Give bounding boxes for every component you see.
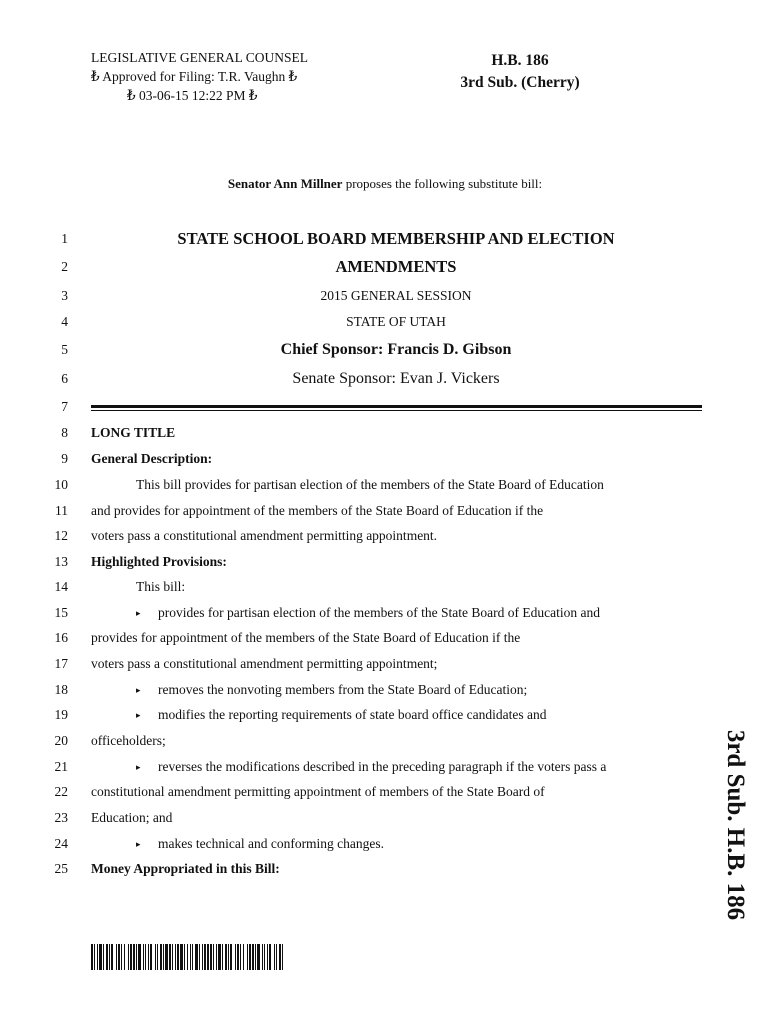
barcode-bar (180, 944, 183, 970)
barcode-bar (222, 944, 223, 970)
session-label: 2015 GENERAL SESSION (320, 288, 472, 303)
barcode-bar (262, 944, 263, 970)
barcode-bar (187, 944, 188, 970)
barcode-bar (282, 944, 283, 970)
barcode-bar (148, 944, 149, 970)
proposer-text: proposes the following substitute bill: (345, 176, 543, 191)
barcode-bar (163, 944, 164, 970)
line-number: 16 (54, 630, 68, 645)
body-line-17: voters pass a constitutional amendment permitting appointment; (91, 656, 438, 671)
barcode-bar (97, 944, 98, 970)
line-number: 1 (61, 231, 68, 246)
bill-title-line-2: AMENDMENTS (335, 257, 457, 276)
body-line-21: reverses the modifications described in the preceding paragraph if the voters pass a (158, 759, 607, 774)
barcode-bar (106, 944, 108, 970)
bullet-icon: ▸ (136, 710, 141, 720)
barcode-bar (255, 944, 256, 970)
line-number: 19 (54, 707, 68, 722)
barcode-bar (103, 944, 104, 970)
line-number: 20 (54, 733, 68, 748)
barcode-bar (150, 944, 152, 970)
body-line-14: This bill: (136, 579, 186, 594)
barcode-bar (165, 944, 168, 970)
barcode-bar (116, 944, 117, 970)
barcode-bar (274, 944, 275, 970)
barcode-bar (133, 944, 135, 970)
body-line-24: makes technical and conforming changes. (158, 836, 385, 851)
barcode-bar (155, 944, 156, 970)
body-line-15: provides for partisan election of the members of the State Board of Education and (158, 605, 600, 620)
barcode-bar (177, 944, 179, 970)
barcode-bar (202, 944, 203, 970)
barcode-bar (240, 944, 241, 970)
bullet-icon: ▸ (136, 839, 141, 849)
body-line-18: removes the nonvoting members from the State Board of Education; (158, 682, 528, 697)
body-line-19: modifies the reporting requirements of state board office candidates and (158, 707, 547, 722)
vertical-bill-label-text: 3rd Sub. H.B. 186 (722, 729, 749, 921)
vertical-bill-label (715, 710, 755, 940)
barcode-image (91, 944, 284, 970)
line-number: 10 (54, 477, 68, 492)
barcode-bar (195, 944, 198, 970)
barcode-bar (99, 944, 102, 970)
money-appropriated-heading: Money Appropriated in this Bill: (91, 861, 280, 876)
barcode-bar (172, 944, 173, 970)
body-line-20: officeholders; (91, 733, 166, 748)
barcode-bar (213, 944, 214, 970)
barcode-bar (243, 944, 244, 970)
line-number: 23 (54, 810, 68, 825)
barcode-bar (237, 944, 239, 970)
proposer-name: Senator Ann Millner (227, 176, 343, 191)
approval-timestamp: ₺ 03-06-15 12:22 PM ₺ (127, 88, 258, 103)
barcode-bar (207, 944, 209, 970)
barcode-bar (210, 944, 212, 970)
barcode-bar (157, 944, 158, 970)
barcode-bar (175, 944, 176, 970)
body-line-10: This bill provides for partisan election of the members of the State Board of Education (136, 477, 604, 492)
bullet-icon: ▸ (136, 685, 141, 695)
proposer-line (0, 176, 770, 192)
barcode-bar (91, 944, 93, 970)
line-number: 21 (54, 759, 68, 774)
title-divider-thick (91, 405, 702, 408)
line-number: 13 (54, 554, 68, 569)
provision-item (136, 605, 600, 621)
body-line-23: Education; and (91, 810, 173, 825)
barcode-bar (130, 944, 132, 970)
bullet-icon: ▸ (136, 762, 141, 772)
barcode-bar (230, 944, 232, 970)
general-description-heading: General Description: (91, 451, 213, 466)
bill-version: 3rd Sub. (Cherry) (460, 74, 580, 91)
body-line-12: voters pass a constitutional amendment permitting appointment. (91, 528, 438, 543)
barcode-bar (257, 944, 260, 970)
counsel-title: LEGISLATIVE GENERAL COUNSEL (91, 50, 308, 65)
barcode-bar (204, 944, 206, 970)
barcode-bar (169, 944, 171, 970)
counsel-approval-block (91, 48, 351, 105)
line-number: 17 (54, 656, 68, 671)
barcode-bar (228, 944, 229, 970)
barcode-bar (225, 944, 227, 970)
line-number: 3 (61, 288, 68, 303)
barcode-bar (145, 944, 146, 970)
line-number: 15 (54, 605, 68, 620)
line-number: 8 (61, 425, 68, 440)
line-number: 11 (55, 503, 68, 518)
barcode-bar (128, 944, 129, 970)
line-number: 24 (54, 836, 68, 851)
barcode-bar (121, 944, 122, 970)
state-label: STATE OF UTAH (346, 314, 446, 329)
bullet-icon: ▸ (136, 608, 141, 618)
barcode-bar (143, 944, 144, 970)
barcode-bar (118, 944, 120, 970)
barcode-bar (190, 944, 191, 970)
highlighted-provisions-heading: Highlighted Provisions: (91, 554, 227, 569)
body-line-22: constitutional amendment permitting appointment of members of the State Board of (91, 784, 545, 799)
barcode-bar (218, 944, 221, 970)
line-number: 4 (61, 314, 68, 329)
barcode-bar (138, 944, 141, 970)
barcode-bar (279, 944, 281, 970)
chief-sponsor: Chief Sponsor: Francis D. Gibson (280, 341, 512, 358)
provision-item (136, 836, 384, 852)
barcode-bar (109, 944, 110, 970)
barcode-bar (111, 944, 113, 970)
barcode-bar (124, 944, 125, 970)
title-divider-thin (91, 410, 702, 411)
senate-sponsor: Senate Sponsor: Evan J. Vickers (292, 370, 500, 387)
provision-item (136, 707, 547, 723)
barcode-bar (264, 944, 265, 970)
line-number: 12 (54, 528, 68, 543)
barcode-bar (249, 944, 251, 970)
barcode-bar (252, 944, 254, 970)
line-number: 6 (61, 371, 68, 386)
bill-title-line-1: STATE SCHOOL BOARD MEMBERSHIP AND ELECTION (177, 229, 615, 248)
provision-item (136, 682, 527, 698)
barcode-bar (269, 944, 271, 970)
barcode-bar (247, 944, 248, 970)
body-line-11: and provides for appointment of the members of the State Board of Education if the (91, 503, 544, 518)
barcode-bar (136, 944, 137, 970)
line-number: 18 (54, 682, 68, 697)
long-title-heading: LONG TITLE (91, 425, 176, 440)
barcode-bar (160, 944, 162, 970)
barcode-bar (94, 944, 95, 970)
line-number: 2 (61, 259, 68, 274)
body-line-16: provides for appointment of the members of the State Board of Education if the (91, 630, 521, 645)
bill-number: H.B. 186 (491, 52, 549, 69)
line-number: 5 (61, 342, 68, 357)
line-number: 9 (61, 451, 68, 466)
barcode-bar (199, 944, 200, 970)
approval-line: ₺ Approved for Filing: T.R. Vaughn ₺ (91, 69, 298, 84)
barcode-bar (184, 944, 185, 970)
provision-item (136, 759, 606, 775)
line-number: 14 (54, 579, 68, 594)
barcode-bar (216, 944, 217, 970)
bill-identifier (440, 50, 600, 94)
barcode-bar (267, 944, 268, 970)
barcode-bar (235, 944, 236, 970)
barcode-bar (192, 944, 193, 970)
line-number: 7 (61, 399, 68, 414)
barcode-bar (276, 944, 277, 970)
line-number: 25 (54, 861, 68, 876)
line-number: 22 (54, 784, 68, 799)
